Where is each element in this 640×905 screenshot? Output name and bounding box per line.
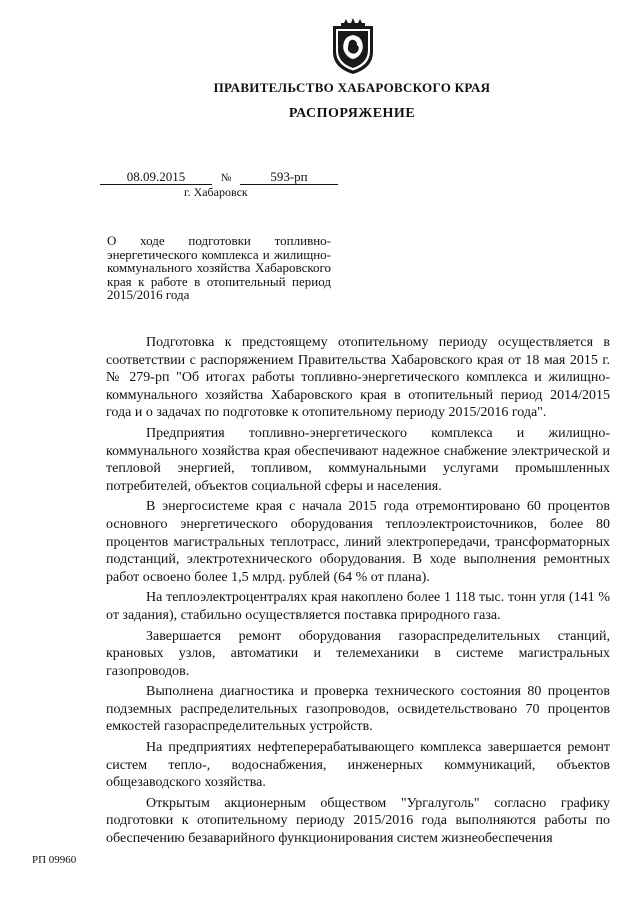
body-paragraph: Подготовка к предстоящему отопительному периоду осуществляется в соответствии с распоряжением Правительства Хабаровского края от 18 мая 2015 г. № 279-рп "Об итогах работы топливно-энергетического комплекса и жилищно-коммунального хозяйства Хабаровского края в отопительный период 2014/2015 года и о задачах по подготовке к отопительному периоду 2015/2016 года". [106, 335, 610, 421]
document-date-number [100, 169, 338, 185]
body-paragraph: На предприятиях нефтеперерабатывающего комплекса завершается ремонт систем тепло-, водоснабжения, инженерных коммуникаций, объектов общезаводского хозяйства. [106, 740, 610, 791]
document-city: г. Хабаровск [184, 185, 248, 199]
document-date: 08.09.2015 [100, 169, 212, 185]
body-paragraph: На теплоэлектроцентралях края накоплено более 1 118 тыс. тонн угля (141 % от задания), стабильно осуществляется поставка природного газа. [106, 590, 610, 623]
document-number: 593-рп [240, 169, 338, 185]
document-subject: О ходе подготовки топливно-энергетического комплекса и жилищно-коммунального хозяйства Хабаровского края к работе в отопительный период 2015/2016 года [107, 233, 331, 302]
organization-title: ПРАВИТЕЛЬСТВО ХАБАРОВСКОГО КРАЯ [213, 80, 491, 95]
number-sign: № [220, 172, 232, 184]
document-type: РАСПОРЯЖЕНИЕ [288, 106, 416, 121]
body-paragraph: Выполнена диагностика и проверка технического состояния 80 процентов подземных распределительных газопроводов, освидетельствовано 70 процентов емкостей газораспределительных устройств. [106, 684, 610, 735]
body-paragraph: Завершается ремонт оборудования газораспределительных станций, крановых узлов, автоматики и телемеханики в системе магистральных газопроводов. [106, 628, 610, 679]
body-paragraph: В энергосистеме края с начала 2015 года отремонтировано 60 процентов основного энергетического оборудования теплоэлектроисточников, более 80 процентов магистральных теплотрасс, линий электропередачи, трансформаторных подстанций, электротехнического оборудования. В ходе выполнения ремонтных работ освоено более 1,5 млрд. рублей (64 % от плана). [106, 499, 610, 585]
coat-of-arms-icon [327, 18, 379, 76]
document-body [106, 334, 610, 851]
footer-code: РП 09960 [32, 854, 77, 866]
body-paragraph: Открытым акционерным обществом "Ургалуголь" согласно графику подготовки к отопительному периоду 2015/2016 года выполняются работы по обеспечению безаварийного функционирования систем жизнеобеспечения [106, 795, 610, 847]
body-paragraph: Предприятия топливно-энергетического комплекса и жилищно-коммунального хозяйства края обеспечивают надежное снабжение электрической и тепловой энергией, топливом, коммунальными услугами промышленных потребителей, объектов социальной сферы и населения. [106, 425, 610, 494]
